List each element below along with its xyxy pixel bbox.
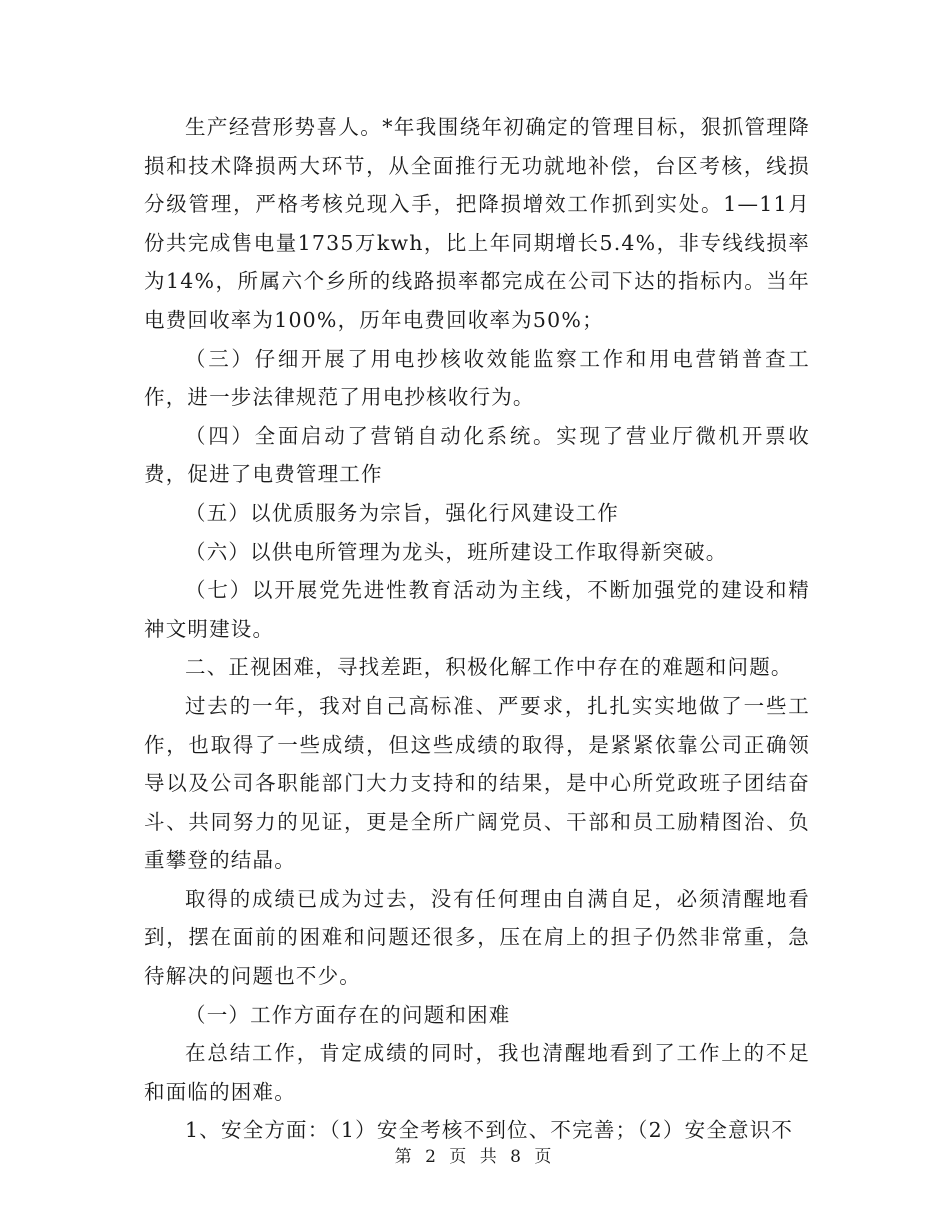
paragraph: （六）以供电所管理为龙头，班所建设工作取得新突破。	[185, 539, 728, 564]
subsection-heading: （一）工作方面存在的问题和困难	[185, 1002, 511, 1027]
paragraph: 1、安全方面：（1）安全考核不到位、不完善；（2）安全意识不	[185, 1118, 794, 1143]
paragraph: （五）以优质服务为宗旨，强化行风建设工作	[185, 500, 619, 525]
section-heading: 二、正视困难，寻找差距，积极化解工作中存在的难题和问题。	[185, 655, 793, 680]
paragraph: （七）以开展党先进性教育活动为主线，不断加强党的建设和精神文明建设。	[144, 578, 810, 641]
paragraph: 生产经营形势喜人。*年我围绕年初确定的管理目标，狠抓管理降损和技术降损两大环节，从全面推行无功就地补偿，台区考核，线损分级管理，严格考核兑现入手，把降损增效工作抓到实处。1—11月份共完成售电量1735万kwh，比上年同期增长5.4%，非专线线损率为14%，所属六个乡所的线路损率都完成在公司下达的指标内。当年电费回收率为100%，历年电费回收率为50%；	[144, 115, 810, 332]
page-number-footer: 第 2 页 共 8 页	[394, 1147, 556, 1167]
paragraph: 在总结工作，肯定成绩的同时，我也清醒地看到了工作上的不足和面临的困难。	[144, 1041, 810, 1104]
paragraph: 过去的一年，我对自己高标准、严要求，扎扎实实地做了一些工作，也取得了一些成绩，但这些成绩的取得，是紧紧依靠公司正确领导以及公司各职能部门大力支持和的结果，是中心所党政班子团结奋斗、共同努力的见证，更是全所广阔党员、干部和员工励精图治、负重攀登的结晶。	[144, 693, 810, 873]
paragraph: （三）仔细开展了用电抄核收效能监察工作和用电营销普查工作，进一步法律规范了用电抄核收行为。	[144, 346, 810, 410]
document-body	[144, 108, 810, 1150]
paragraph: 取得的成绩已成为过去，没有任何理由自满自足，必须清醒地看到，摆在面前的困难和问题还很多，压在肩上的担子仍然非常重，急待解决的问题也不少。	[144, 886, 810, 989]
paragraph: （四）全面启动了营销自动化系统。实现了营业厅微机开票收费，促进了电费管理工作	[144, 423, 810, 487]
